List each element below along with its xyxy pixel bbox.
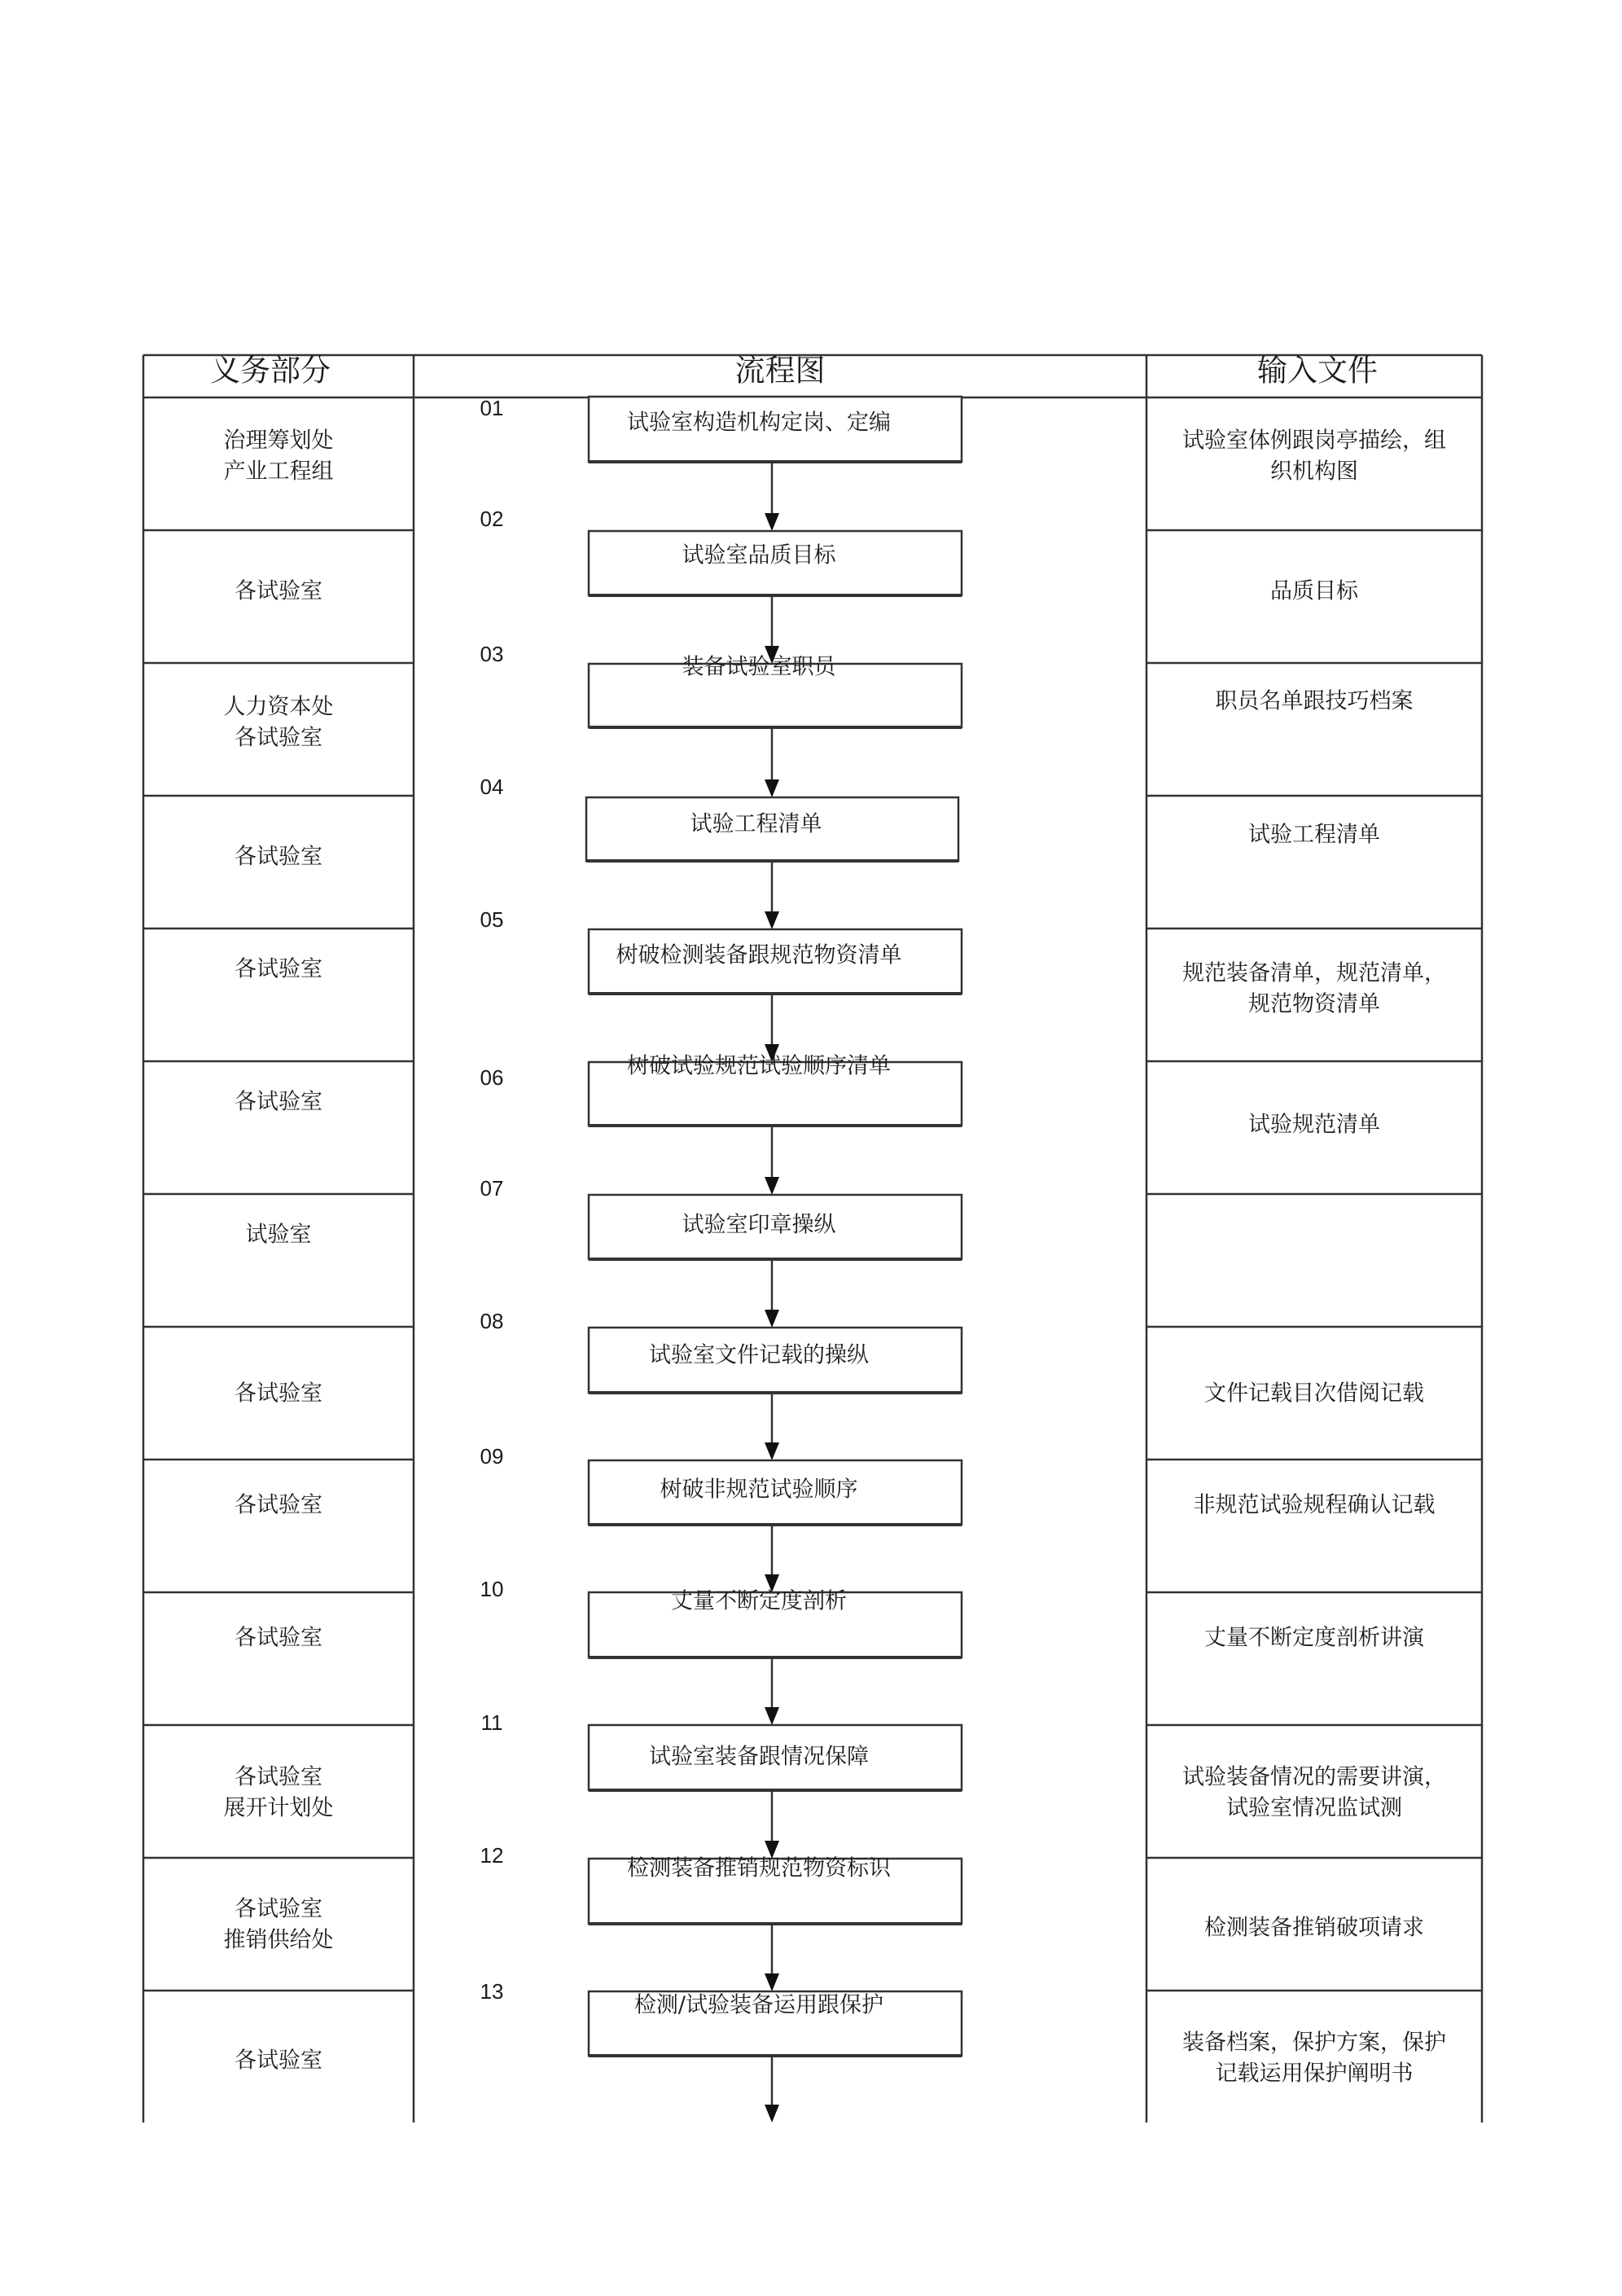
flow-row	[235, 1054, 1380, 1196]
input-doc-text: 职员名单跟技巧档案	[1215, 688, 1414, 714]
department-text: 治理筹划处	[223, 428, 334, 454]
step-number: 10	[480, 1576, 504, 1601]
input-doc-text: 试验室体例跟岗亭描绘，组	[1182, 428, 1446, 454]
flow-arrow-head	[765, 513, 779, 531]
input-doc-text: 丈量不断定度剖析讲演	[1204, 1625, 1424, 1651]
step-number: 09	[480, 1443, 504, 1468]
input-doc-text: 文件记载目次借阅记载	[1204, 1381, 1424, 1407]
process-label: 丈量不断定度剖析	[671, 1588, 847, 1614]
step-number: 13	[480, 1978, 504, 2004]
flow-row	[224, 396, 1447, 531]
process-label: 检测/试验装备运用跟保护	[633, 1992, 884, 2018]
flow-row	[235, 775, 1380, 929]
department-text: 各试验室	[235, 725, 322, 751]
step-number: 12	[480, 1842, 504, 1868]
step-number: 02	[480, 506, 504, 531]
flow-arrow-head	[765, 1177, 779, 1195]
step-number: 06	[480, 1065, 504, 1090]
department-text: 各试验室	[235, 1381, 322, 1407]
process-label: 树破试验规范试验顺序清单	[627, 1053, 891, 1079]
department-text: 各试验室	[235, 1625, 322, 1651]
header-input-docs: 输入文件	[1257, 353, 1378, 389]
process-label: 装备试验室职员	[682, 654, 836, 680]
input-doc-text: 装备档案，保护方案，保护	[1182, 2030, 1446, 2056]
input-doc-text: 规范装备清单，规范清单，	[1182, 960, 1446, 986]
department-text: 各试验室	[235, 956, 322, 982]
process-label: 试验室文件记载的操纵	[649, 1342, 869, 1368]
department-text: 展开计划处	[223, 1795, 334, 1821]
department-text: 各试验室	[235, 1089, 322, 1115]
flow-row	[224, 1710, 1447, 1859]
flow-row	[235, 1979, 1446, 2123]
flow-row	[224, 1843, 1425, 1991]
department-text: 产业工程组	[223, 459, 334, 485]
step-number: 04	[480, 774, 504, 799]
input-doc-text: 试验规范清单	[1248, 1112, 1380, 1138]
process-label: 试验室装备跟情况保障	[649, 1744, 869, 1770]
flow-arrow-head	[765, 1707, 779, 1725]
department-text: 各试验室	[235, 2048, 322, 2074]
department-text: 试验室	[245, 1222, 312, 1248]
input-doc-text: 规范物资清单	[1248, 991, 1380, 1017]
flow-arrow-head	[765, 779, 779, 797]
step-number: 03	[480, 641, 504, 666]
flow-row	[224, 642, 1414, 797]
input-doc-text: 品质目标	[1270, 578, 1358, 604]
table-header-row	[210, 353, 1378, 389]
input-doc-text: 记载运用保护阐明书	[1215, 2061, 1414, 2087]
department-text: 推销供给处	[223, 1927, 334, 1953]
step-number: 01	[480, 395, 504, 420]
step-number: 05	[480, 907, 504, 932]
flow-arrow-head	[765, 1973, 779, 1991]
step-number: 11	[480, 1710, 503, 1735]
department-text: 各试验室	[235, 844, 322, 870]
input-doc-text: 织机构图	[1270, 459, 1358, 485]
header-department: 义务部分	[210, 353, 331, 389]
step-number: 07	[480, 1175, 504, 1201]
department-text: 各试验室	[235, 578, 322, 604]
flow-arrow-head	[765, 1442, 779, 1460]
step-number: 08	[480, 1308, 504, 1333]
process-label: 试验室印章操纵	[682, 1212, 836, 1238]
flow-row	[235, 907, 1446, 1062]
department-text: 人力资本处	[223, 694, 334, 720]
flow-arrow-head	[765, 1310, 779, 1328]
input-doc-text: 试验工程清单	[1248, 822, 1380, 848]
process-label: 检测装备推销规范物资标识	[627, 1855, 891, 1881]
department-text: 各试验室	[235, 1896, 322, 1922]
input-doc-text: 试验室情况监试测	[1226, 1795, 1402, 1821]
table-rows	[224, 396, 1447, 2123]
department-text: 各试验室	[235, 1764, 322, 1790]
process-label: 试验室品质目标	[682, 542, 836, 569]
department-text: 各试验室	[235, 1492, 322, 1518]
flow-row	[246, 1176, 962, 1328]
header-flowchart: 流程图	[734, 353, 826, 389]
process-label: 试验室构造机构定岗、定编	[627, 410, 891, 436]
flow-arrow-head	[765, 2105, 779, 2123]
process-label: 树破非规范试验顺序	[660, 1477, 858, 1503]
input-doc-text: 试验装备情况的需要讲演，	[1182, 1764, 1446, 1790]
process-label: 树破检测装备跟规范物资清单	[616, 942, 902, 968]
input-doc-text: 非规范试验规程确认记载	[1193, 1492, 1436, 1518]
flow-arrow-head	[765, 911, 779, 929]
input-doc-text: 检测装备推销破项请求	[1204, 1915, 1424, 1941]
process-label: 试验工程清单	[690, 811, 822, 837]
